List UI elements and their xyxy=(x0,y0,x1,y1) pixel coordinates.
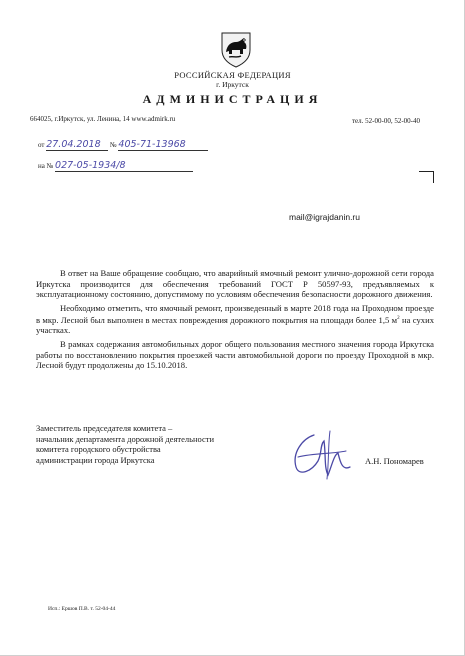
organization-title: АДМИНИСТРАЦИЯ xyxy=(142,92,323,106)
paragraph-1: В ответ на Ваше обращение сообщаю, что аварийный ямочный ремонт улично-дорожной сети города Иркутска производится для обеспечения требований ГОСТ Р 50597-93, предъявляемых к эксплуатационному состоянию, допустимому по условиям обеспечения безопасности дорожного движения. xyxy=(36,268,434,300)
to-label: на № xyxy=(38,162,54,170)
city-name: г. Иркутск xyxy=(216,80,249,89)
address-line: 664025, г.Иркутск, ул. Ленина, 14 www.admirk.ru xyxy=(30,115,176,123)
handwritten-signature xyxy=(284,427,354,482)
reference-date-row xyxy=(38,139,208,151)
date-handwritten: 27.04.2018 xyxy=(46,139,101,150)
letter-body xyxy=(36,268,434,374)
paragraph-3: В рамках содержания автомобильных дорог общего пользования местного значения города Иркутска работы по восстановлению покрытия проезжей части автомобильной дороги по проезду Проходной в мкр. Лесной будут продолжены до 15.10.2018. xyxy=(36,339,434,371)
signer-title: Заместитель председателя комитета – начальник департамента дорожной деятельности комитета городского обустройства администрации города Иркутска xyxy=(36,423,215,465)
executor-note: Исп.: Ершов П.В. т. 52-04-44 xyxy=(48,606,116,612)
paragraph-2: Необходимо отметить, что ямочный ремонт, произведенный в марте 2018 года на Проходном проезде в мкр. Лесной был выполнен в местах повреждения дорожного покрытия на площади более 1,5 $м^2$ на сухих участках. xyxy=(36,303,434,336)
number-handwritten: 405-71-13968 xyxy=(118,139,186,150)
to-number-handwritten: 027-05-1934/8 xyxy=(55,160,126,171)
signer-name: А.Н. Пономарев xyxy=(365,456,424,466)
federation-name: РОССИЙСКАЯ ФЕДЕРАЦИЯ xyxy=(174,70,291,80)
from-label: от xyxy=(38,141,45,149)
address-corner-mark xyxy=(419,171,433,172)
coat-of-arms-icon xyxy=(219,30,253,68)
address-corner-mark xyxy=(433,171,434,183)
phones-line: тел. 52-00-00, 52-00-40 xyxy=(352,117,420,125)
recipient-email: mail@igrajdanin.ru xyxy=(289,212,360,222)
reference-to-row xyxy=(38,160,193,172)
number-label: № xyxy=(109,141,117,149)
